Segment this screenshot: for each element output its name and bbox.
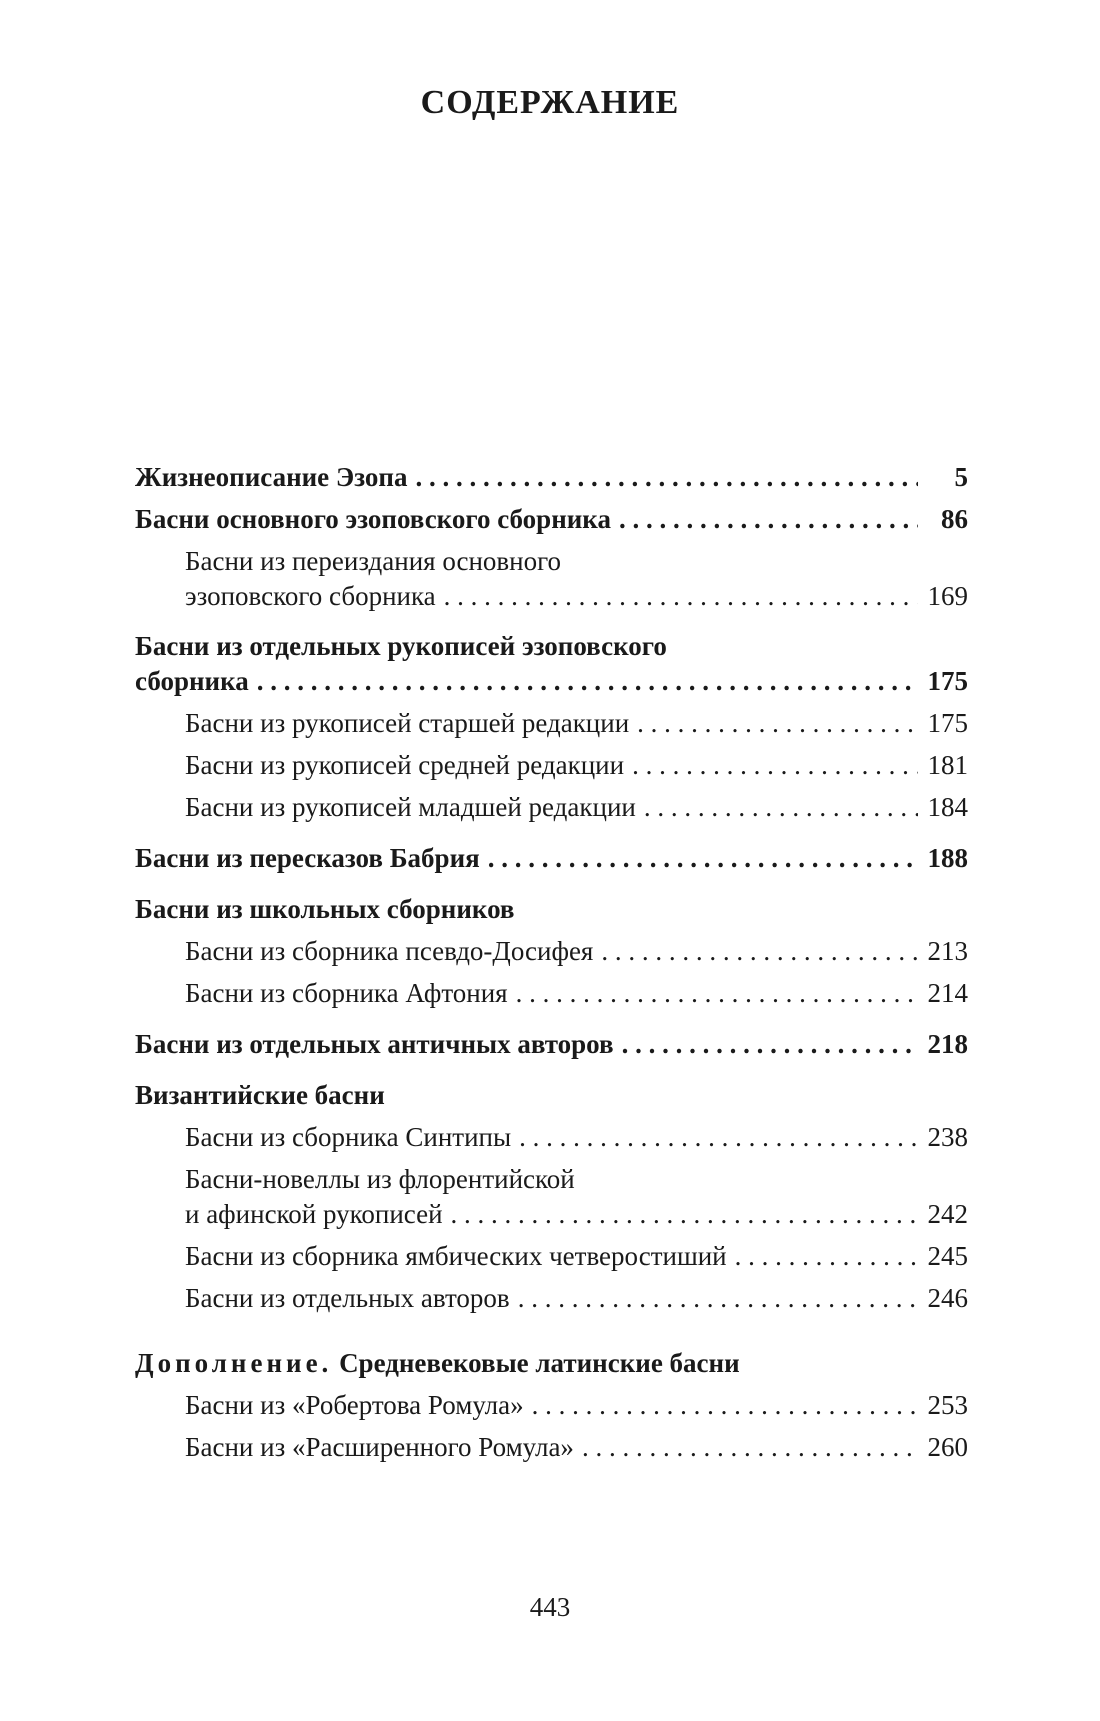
toc-entry-page: 218 — [927, 1029, 968, 1059]
dot-leader — [257, 664, 918, 699]
toc-entry-page: 245 — [927, 1241, 968, 1271]
toc-section-heading — [135, 1078, 968, 1113]
toc-entry-page: 253 — [927, 1390, 968, 1420]
toc-entry-page: 242 — [927, 1199, 968, 1229]
toc-entry-label: Басни из отдельных античных авторов — [135, 1029, 614, 1059]
toc-entry-page: 86 — [941, 504, 968, 534]
toc-entry-label: Басни из сборника Синтипы — [185, 1122, 512, 1152]
toc-entry-label: Басни из сборника Афтония — [185, 978, 508, 1008]
toc-entry-label: Басни из пересказов Бабрия — [135, 843, 480, 873]
toc-entry — [135, 502, 968, 537]
dot-leader — [622, 1027, 918, 1062]
toc-entry — [135, 841, 968, 876]
toc-entry — [135, 1430, 968, 1465]
dot-leader — [619, 502, 918, 537]
toc-entry-page: 175 — [927, 666, 968, 696]
dot-leader — [644, 790, 918, 825]
toc-entry — [135, 1281, 968, 1316]
toc-section-heading — [135, 892, 968, 927]
page-title: СОДЕРЖАНИЕ — [420, 84, 680, 121]
toc-entry-page: 188 — [927, 843, 968, 873]
toc-entry — [135, 1027, 968, 1062]
toc-entry — [135, 748, 968, 783]
toc-entry — [135, 1239, 968, 1274]
toc-entry-label-line1: Басни из переиздания основного — [185, 546, 562, 576]
toc-entry — [135, 790, 968, 825]
toc-entry-page: 214 — [927, 978, 968, 1008]
table-of-contents — [135, 460, 968, 1465]
toc-entry-label-line1: Басни из отдельных рукописей эзоповского — [135, 631, 667, 661]
toc-entry-page: 175 — [927, 708, 968, 738]
toc-entry-page: 169 — [927, 581, 968, 611]
toc-entry — [135, 976, 968, 1011]
toc-entry-label: Басни основного эзоповского сборника — [135, 504, 611, 534]
dot-leader — [415, 460, 918, 495]
dot-leader — [582, 1430, 918, 1465]
toc-entry-label: Басни из отдельных авторов — [185, 1283, 510, 1313]
toc-entry-label: Басни из рукописей старшей редакции — [185, 708, 630, 738]
toc-entry-page: 260 — [927, 1432, 968, 1462]
toc-entry — [135, 706, 968, 741]
dot-leader — [532, 1388, 918, 1423]
dot-leader — [518, 1281, 918, 1316]
dot-leader — [516, 976, 918, 1011]
toc-entry-label: и афинской рукописей — [185, 1199, 443, 1229]
toc-entry — [135, 629, 968, 699]
toc-entry-label: эзоповского сборника — [185, 581, 436, 611]
toc-entry-label: Басни из сборника ямбических четверостиший — [185, 1241, 727, 1271]
toc-entry-page: 246 — [927, 1283, 968, 1313]
toc-entry-page: 181 — [927, 750, 968, 780]
toc-entry-label: Басни из «Робертова Ромула» — [185, 1390, 524, 1420]
toc-entry-label-line1: Басни-новеллы из флорентийской — [185, 1164, 575, 1194]
toc-section-heading — [135, 1346, 968, 1381]
toc-entry-label: Византийские басни — [135, 1080, 385, 1110]
toc-entry-label: Средневековые латинские басни — [339, 1348, 740, 1378]
toc-entry-page: 5 — [954, 462, 968, 492]
toc-entry-label: Басни из рукописей средней редакции — [185, 750, 625, 780]
toc-entry — [135, 1388, 968, 1423]
toc-entry — [135, 1162, 968, 1232]
toc-entry — [135, 544, 968, 614]
dot-leader — [451, 1197, 918, 1232]
dot-leader — [632, 748, 917, 783]
dot-leader — [637, 706, 917, 741]
toc-entry-label: Басни из сборника псевдо-Досифея — [185, 936, 594, 966]
toc-entry-prefix: Дополнение. — [135, 1348, 333, 1378]
toc-entry-label: сборника — [135, 666, 249, 696]
toc-entry-label: Басни из школьных сборников — [135, 894, 515, 924]
toc-entry — [135, 460, 968, 495]
toc-entry-label: Басни из «Расширенного Ромула» — [185, 1432, 574, 1462]
dot-leader — [601, 934, 917, 969]
dot-leader — [444, 579, 918, 614]
toc-entry — [135, 934, 968, 969]
toc-entry-page: 238 — [927, 1122, 968, 1152]
page-number: 443 — [529, 1592, 571, 1622]
dot-leader — [519, 1120, 917, 1155]
toc-entry-label: Басни из рукописей младшей редакции — [185, 792, 636, 822]
dot-leader — [488, 841, 918, 876]
dot-leader — [735, 1239, 918, 1274]
toc-entry-label: Жизнеописание Эзопа — [135, 462, 408, 492]
toc-entry-page: 184 — [927, 792, 968, 822]
toc-entry-page: 213 — [927, 936, 968, 966]
toc-entry — [135, 1120, 968, 1155]
